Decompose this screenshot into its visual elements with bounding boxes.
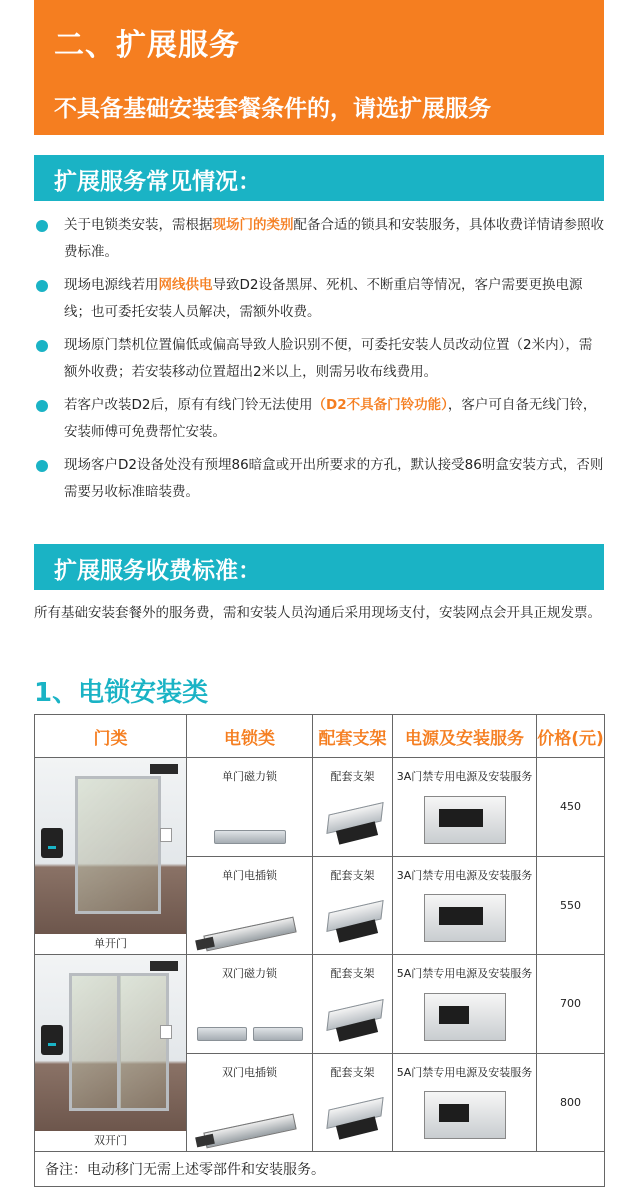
situations-heading-bar xyxy=(34,155,604,201)
price-value: 700 xyxy=(537,955,605,1054)
table-row xyxy=(35,758,605,857)
col-header-price: 价格(元) xyxy=(537,715,605,758)
bullet-dot-icon xyxy=(36,340,48,352)
bracket-icon xyxy=(325,1001,381,1041)
table-note-row xyxy=(35,1152,605,1187)
face-reader-icon xyxy=(41,1025,63,1055)
col-header-door: 门类 xyxy=(35,715,187,758)
price-value: 550 xyxy=(537,856,605,955)
power-supply-icon xyxy=(424,796,506,844)
door-illustration xyxy=(35,955,186,1131)
bullet-dot-icon xyxy=(36,400,48,412)
bracket-icon xyxy=(325,804,381,844)
bracket-icon xyxy=(325,1099,381,1139)
power-cell: 5A门禁专用电源及安装服务 xyxy=(393,955,537,1054)
power-supply-icon xyxy=(424,993,506,1041)
door-double-image xyxy=(35,955,187,1152)
bullet-dot-icon xyxy=(36,460,48,472)
price-value: 800 xyxy=(537,1053,605,1152)
list-item: 现场原门禁机位置偏低或偏高导致人脸识别不便，可委托安装人员改动位置（2米内），需额外收费；若安装移动位置超出2米以上，则需另收布线费用。 xyxy=(34,332,604,386)
power-cell: 5A门禁专用电源及安装服务 xyxy=(393,1053,537,1152)
bolt-lock-icon xyxy=(204,926,296,942)
col-header-lock: 电锁类 xyxy=(187,715,313,758)
lock-cell: 双门磁力锁 xyxy=(187,955,313,1054)
bolt-lock-icon xyxy=(204,1123,296,1139)
power-box-icon xyxy=(150,764,178,774)
exit-button-icon xyxy=(160,1025,172,1039)
power-supply-icon xyxy=(424,1091,506,1139)
bracket-cell: 配套支架 xyxy=(313,955,393,1054)
bullet-dot-icon xyxy=(36,220,48,232)
table-note: 备注：电动移门无需上述零部件和安装服务。 xyxy=(35,1152,605,1187)
list-item: 现场电源线若用网线供电导致D2设备黑屏、死机、不断重启等情况，客户需要更换电源线；也可委托安装人员解决，需额外收费。 xyxy=(34,272,604,326)
bracket-icon xyxy=(325,902,381,942)
power-box-icon xyxy=(150,961,178,971)
maglock-icon xyxy=(214,830,286,844)
fees-heading: 扩展服务收费标准： xyxy=(54,558,261,584)
power-supply-icon xyxy=(424,894,506,942)
col-header-power: 电源及安装服务 xyxy=(393,715,537,758)
table-row xyxy=(35,955,605,1054)
bracket-cell: 配套支架 xyxy=(313,758,393,857)
list-item: 现场客户D2设备处没有预埋86暗盒或开出所要求的方孔，默认接受86明盒安装方式，否则需要另收标准暗装费。 xyxy=(34,452,604,506)
door-caption: 双开门 xyxy=(35,1131,186,1151)
exit-button-icon xyxy=(160,828,172,842)
section-title: 1、电锁安装类 xyxy=(34,678,209,708)
list-item: 关于电锁类安装，需根据现场门的类别配备合适的锁具和安装服务，具体收费详情请参照收费标准。 xyxy=(34,212,604,266)
fees-heading-bar xyxy=(34,544,604,590)
situations-list xyxy=(34,212,604,512)
situations-heading: 扩展服务常见情况： xyxy=(54,169,261,195)
table-header-row xyxy=(35,715,605,758)
lock-cell: 单门电插锁 xyxy=(187,856,313,955)
door-caption: 单开门 xyxy=(35,934,186,954)
price-value: 450 xyxy=(537,758,605,857)
bracket-cell: 配套支架 xyxy=(313,1053,393,1152)
lock-cell: 单门磁力锁 xyxy=(187,758,313,857)
door-single-image xyxy=(35,758,187,955)
power-cell: 3A门禁专用电源及安装服务 xyxy=(393,856,537,955)
fees-text: 所有基础安装套餐外的服务费，需和安装人员沟通后采用现场支付，安装网点会开具正规发票。 xyxy=(34,605,601,621)
face-reader-icon xyxy=(41,828,63,858)
maglock-icon xyxy=(197,1027,303,1041)
power-cell: 3A门禁专用电源及安装服务 xyxy=(393,758,537,857)
page-title: 二、扩展服务 xyxy=(54,28,240,63)
list-item: 若客户改装D2后，原有有线门铃无法使用（D2不具备门铃功能），客户可自备无线门铃，安装师傅可免费帮忙安装。 xyxy=(34,392,604,446)
lock-cell: 双门电插锁 xyxy=(187,1053,313,1152)
header-banner xyxy=(34,0,604,135)
bullet-dot-icon xyxy=(36,280,48,292)
door-illustration xyxy=(35,758,186,934)
bracket-cell: 配套支架 xyxy=(313,856,393,955)
price-table xyxy=(34,714,605,1187)
page-subtitle: 不具备基础安装套餐条件的，请选扩展服务 xyxy=(54,96,491,122)
col-header-bracket: 配套支架 xyxy=(313,715,393,758)
